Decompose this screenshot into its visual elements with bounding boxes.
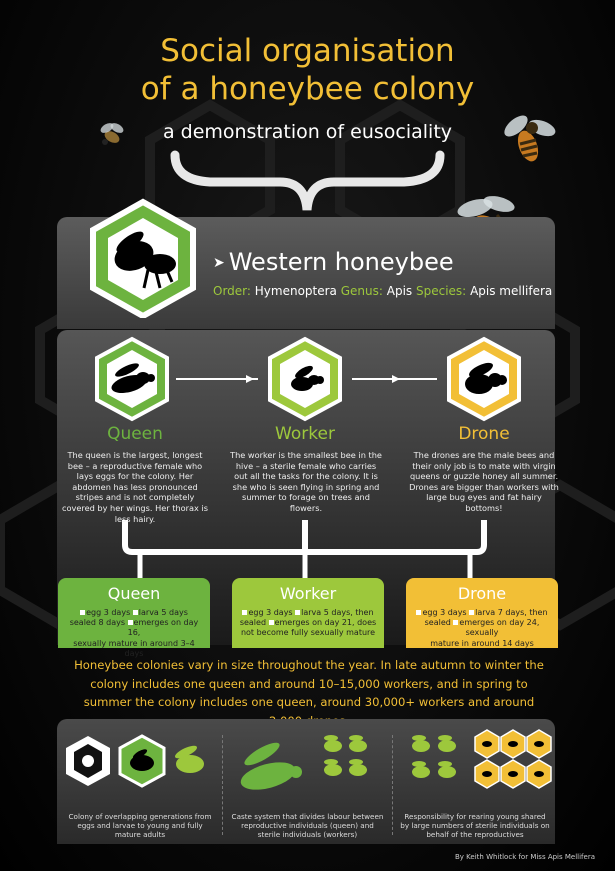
- box-details: egg 3 days larva 7 days, then sealed emerges on day 24, sexually mature in around 14 days: [406, 608, 558, 649]
- caste-title-queen: Queen: [107, 424, 163, 444]
- taxonomy: Order: Hymenoptera Genus: Apis Species: Apis mellifera: [213, 284, 553, 298]
- development-box-worker: [232, 578, 384, 648]
- divider: [392, 735, 393, 835]
- caste-title-worker: Worker: [275, 424, 335, 444]
- caste-description-worker: The worker is the smallest bee in the hive – a sterile female who carries out all the tasks for the colony. It is she who is seen flying in spring and summer to forage on trees and flowers.: [230, 450, 382, 513]
- generations-icon: [62, 730, 212, 805]
- colony-size-text: Honeybee colonies vary in size throughout the year. In late autumn to winter the colony includes one queen and around 10–15,000 workers, and in spring to summer the colony includes one queen, around 30,000+ workers and around: [74, 658, 544, 709]
- caste-title-drone: Drone: [458, 424, 510, 444]
- box-title: Worker: [279, 584, 337, 603]
- development-box-drone: [406, 578, 558, 648]
- credit: By Keith Whitlock for Miss Apis Mellifera: [455, 853, 595, 861]
- caste-description-queen: The queen is the largest, longest bee – a reproductive female who lays eggs for the colony. Her abdomen has less pronounced stripes and is not completely covered by her wings. Her thorax is less hairy.: [61, 450, 209, 524]
- box-title: Queen: [107, 584, 161, 603]
- title-line-1: Social organisation: [160, 33, 455, 69]
- brood-care-icon: [405, 728, 555, 808]
- box-details: egg 3 days larva 5 days sealed 8 days emerges on day 16, sexually mature in around 3–4 days: [69, 608, 199, 658]
- box-details: egg 3 days larva 5 days, then sealed emerges on day 21, does not become fully sexually mature: [239, 608, 377, 638]
- development-box-queen: [58, 578, 210, 658]
- box-title: Drone: [457, 584, 507, 603]
- feature-caste-system: Caste system that divides labour between reproductive individuals (queen) and sterile individuals (workers): [231, 812, 384, 840]
- page-subtitle: a demonstration of eusociality: [162, 121, 453, 143]
- divider: [222, 735, 223, 835]
- feature-generations: Colony of overlapping generations from eggs and larvae to young and fully mature adults: [68, 812, 212, 840]
- caste-description-drone: The drones are the male bees and their only job is to mate with virgin queens or guzzle honey all summer. Drones are bigger than workers with large bug eyes and fat hairy bottoms!: [409, 450, 559, 513]
- title-line-2: of a honeybee colony: [140, 71, 475, 107]
- caste-system-icon: [238, 728, 378, 808]
- species-name: ➤ Western honeybee: [213, 248, 454, 276]
- arrow-icon: ➤: [213, 255, 225, 271]
- feature-brood-care: Responsibility for rearing young shared by large numbers of sterile individuals on behalf of the reproductives: [400, 812, 550, 840]
